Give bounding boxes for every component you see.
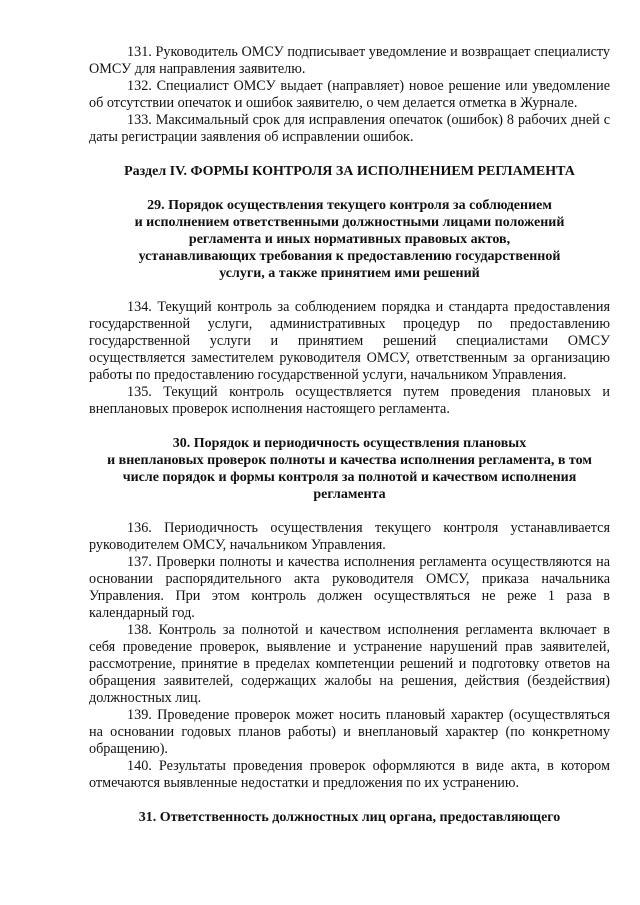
heading-29-line: и исполнением ответственными должностными лицами положений bbox=[134, 215, 565, 230]
heading-31-line: 31. Ответственность должностных лиц органа, предоставляющего bbox=[138, 810, 561, 825]
heading-29-line: устанавливающих требования к предоставлению государственной bbox=[138, 249, 561, 264]
paragraph-139: 139. Проведение проверок может носить плановый характер (осуществляться на основании годовых планов работы) и внеплановый характер (по конкретному обращению). bbox=[89, 707, 610, 757]
heading-29-line: услуги, а также принятием ими решений bbox=[219, 266, 480, 281]
document-page bbox=[89, 44, 610, 826]
paragraph-136: 136. Периодичность осуществления текущего контроля устанавливается руководителем ОМСУ, начальником Управления. bbox=[89, 520, 610, 553]
heading-31 bbox=[89, 809, 610, 826]
heading-30-line: 30. Порядок и периодичность осуществления плановых bbox=[172, 436, 527, 451]
paragraph-138: 138. Контроль за полнотой и качеством исполнения регламента включает в себя проведение проверок, выявление и устранение нарушений прав заявителей, рассмотрение, принятие в пределах компетенции решений и подготовку ответов на обращения заявителей, содержащих жалобы на решения, действия (бездействия) должностных лиц. bbox=[89, 622, 610, 706]
heading-29 bbox=[89, 197, 610, 282]
paragraph-134: 134. Текущий контроль за соблюдением порядка и стандарта предоставления государственной услуги, административных процедур по предоставлению государственной услуги и принятием решений специалистами ОМСУ осуществляется заместителем руководителя ОМСУ, ответственным за организацию работы по предоставлению государственной услуги, начальником Управления. bbox=[89, 299, 610, 383]
paragraph-132: 132. Специалист ОМСУ выдает (направляет) новое решение или уведомление об отсутствии опечаток и ошибок заявителю, о чем делается отметка в Журнале. bbox=[89, 78, 610, 111]
paragraph-133: 133. Максимальный срок для исправления опечаток (ошибок) 8 рабочих дней с даты регистрации заявления об исправлении ошибок. bbox=[89, 112, 610, 145]
heading-30-line: числе порядок и формы контроля за полнотой и качеством исполнения bbox=[122, 470, 577, 485]
heading-30-line: регламента bbox=[313, 487, 386, 502]
heading-30 bbox=[89, 435, 610, 503]
paragraph-131: 131. Руководитель ОМСУ подписывает уведомление и возвращает специалисту ОМСУ для направления заявителю. bbox=[89, 44, 610, 77]
paragraph-140: 140. Результаты проведения проверок оформляются в виде акта, в котором отмечаются выявленные недостатки и предложения по их устранению. bbox=[89, 758, 610, 791]
heading-30-line: и внеплановых проверок полноты и качества исполнения регламента, в том bbox=[107, 453, 592, 468]
paragraph-135: 135. Текущий контроль осуществляется путем проведения плановых и внеплановых проверок исполнения настоящего регламента. bbox=[89, 384, 610, 417]
section-title: Раздел IV. ФОРМЫ КОНТРОЛЯ ЗА ИСПОЛНЕНИЕМ РЕГЛАМЕНТА bbox=[124, 164, 575, 179]
paragraph-137: 137. Проверки полноты и качества исполнения регламента осуществляются на основании распорядительного акта руководителя ОМСУ, приказа начальника Управления. При этом контроль должен осуществляться не реже 1 раза в календарный год. bbox=[89, 554, 610, 621]
heading-29-line: регламента и иных нормативных правовых актов, bbox=[188, 232, 511, 247]
heading-29-line: 29. Порядок осуществления текущего контроля за соблюдением bbox=[147, 198, 552, 213]
